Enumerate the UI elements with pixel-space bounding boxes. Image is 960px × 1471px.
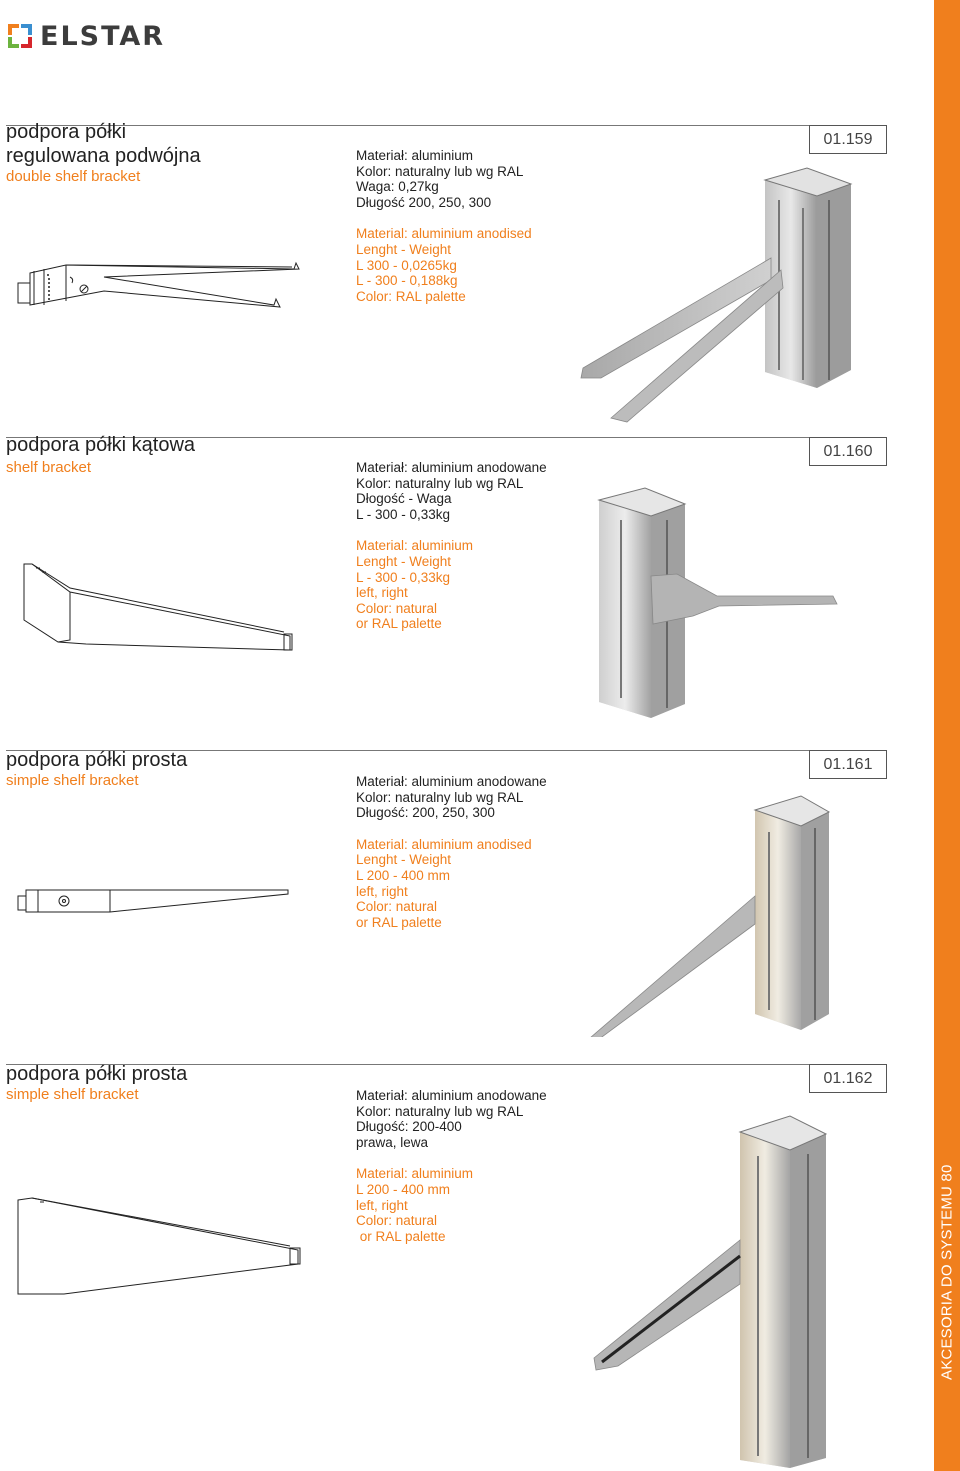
product-code: 01.162 (809, 1064, 887, 1093)
spec-line: Color: natural (356, 600, 438, 616)
product-title-pl (6, 120, 201, 168)
spec-line: left, right (356, 585, 408, 601)
product-code: 01.159 (809, 125, 887, 154)
spec-line: Kolor: naturalny lub wg RAL (356, 789, 524, 805)
spec-line: Lenght - Weight (356, 852, 452, 868)
spec-line: Długość 200, 250, 300 (356, 194, 492, 210)
spec-line: Material: aluminium anodised (356, 836, 532, 852)
product-title-en: shelf bracket (6, 459, 92, 476)
spec-block (356, 774, 547, 930)
product-section-01-159 (0, 0, 934, 420)
product-code: 01.160 (809, 437, 887, 466)
spec-line: or RAL palette (356, 1228, 446, 1244)
spec-line: L 200 - 400 mm (356, 1181, 451, 1197)
product-section-01-161 (0, 740, 934, 1050)
spec-block (356, 148, 532, 304)
product-title-en: simple shelf bracket (6, 1086, 139, 1103)
technical-drawing (14, 1190, 304, 1300)
technical-drawing (14, 255, 304, 315)
spec-block (356, 1088, 547, 1244)
spec-line: Długość: 200-400 (356, 1119, 462, 1135)
spec-line: or RAL palette (356, 616, 442, 632)
spec-line: left, right (356, 883, 408, 899)
spec-block (356, 460, 547, 632)
product-title-en: simple shelf bracket (6, 772, 139, 789)
title-line: podpora półki prosta (6, 1063, 188, 1085)
product-title-pl (6, 433, 195, 457)
spec-line: Material: aluminium (356, 1166, 474, 1182)
title-line: regulowana podwójna (6, 145, 201, 167)
spec-line: L 200 - 400 mm (356, 867, 451, 883)
technical-drawing (18, 560, 298, 675)
spec-line: Lenght - Weight (356, 553, 452, 569)
product-code: 01.161 (809, 750, 887, 779)
spec-line: Długość: 200, 250, 300 (356, 805, 495, 821)
spec-line: Material: aluminium anodised (356, 226, 532, 242)
title-line: podpora półki kątowa (6, 434, 196, 456)
spec-line: Dłogość - Waga (356, 491, 452, 507)
spec-line: left, right (356, 1197, 408, 1213)
spec-line: Kolor: naturalny lub wg RAL (356, 1103, 524, 1119)
spec-line: L - 300 - 0,33kg (356, 569, 451, 585)
product-render (590, 1108, 850, 1468)
spec-line: Materiał: aluminium anodowane (356, 774, 547, 789)
spec-line: Materiał: aluminium (356, 148, 474, 163)
spec-line: Color: RAL palette (356, 288, 466, 304)
side-label: AKCESORIA DO SYSTEMU 80 (938, 1164, 956, 1380)
brand-name: ELSTAR (40, 20, 166, 52)
spec-line: Kolor: naturalny lub wg RAL (356, 475, 524, 491)
spec-line: Kolor: naturalny lub wg RAL (356, 163, 524, 179)
spec-line: or RAL palette (356, 914, 442, 930)
technical-drawing (14, 882, 294, 922)
spec-line: prawa, lewa (356, 1134, 429, 1150)
spec-line: Color: natural (356, 899, 438, 915)
title-line: podpora półki prosta (6, 749, 188, 771)
product-render (575, 160, 855, 430)
title-line: podpora półki (6, 121, 127, 143)
spec-line: L - 300 - 0,33kg (356, 506, 451, 522)
product-section-01-160 (0, 420, 934, 740)
product-title-en: double shelf bracket (6, 168, 141, 185)
spec-line: Materiał: aluminium anodowane (356, 1088, 547, 1103)
spec-line: Lenght - Weight (356, 241, 452, 257)
spec-line: Waga: 0,27kg (356, 179, 439, 195)
product-section-01-162 (0, 1050, 934, 1471)
spec-line: Color: natural (356, 1213, 438, 1229)
spec-line: Materiał: aluminium anodowane (356, 460, 547, 475)
spec-line: Material: aluminium (356, 538, 474, 554)
product-render (575, 792, 835, 1037)
spec-line: L - 300 - 0,188kg (356, 273, 458, 289)
product-render (585, 484, 845, 724)
spec-line: L 300 - 0,0265kg (356, 257, 457, 273)
product-title-pl (6, 748, 187, 772)
product-title-pl (6, 1062, 187, 1086)
